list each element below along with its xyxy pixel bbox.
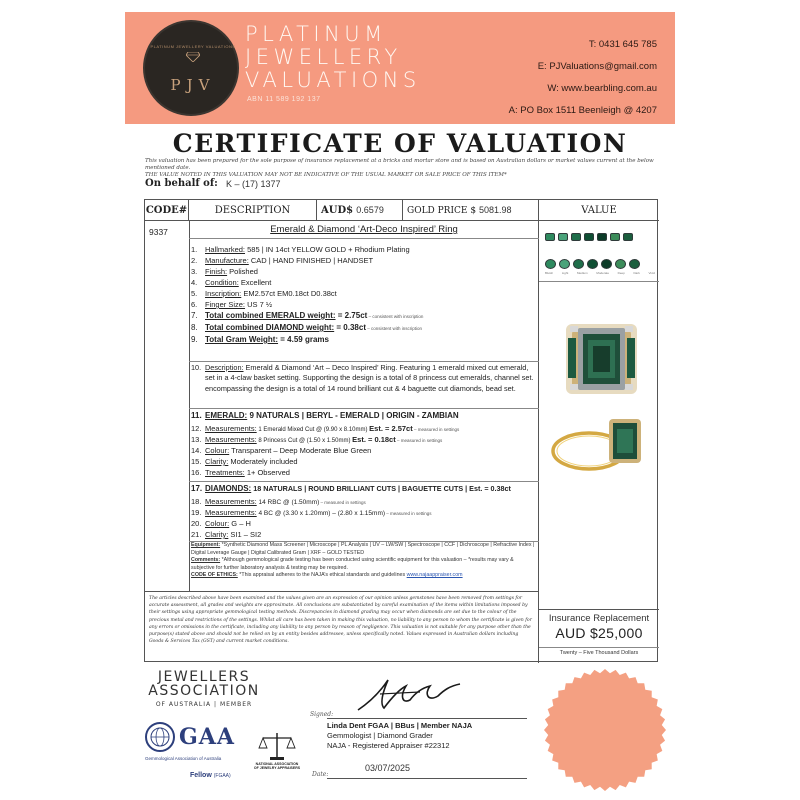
emerald-colour-swatch	[629, 259, 640, 269]
insurance-value: AUD $25,000	[555, 625, 643, 641]
gold-price-header	[403, 200, 539, 221]
date-line	[327, 778, 527, 779]
phone-number[interactable]: T: 0431 645 785	[588, 39, 657, 50]
behalf-label: On behalf of:	[145, 178, 218, 189]
gold-label: GOLD PRICE $	[407, 206, 477, 216]
emerald-text	[205, 467, 537, 479]
row-number: 7.	[191, 311, 198, 320]
item-title: Emerald & Diamond ‘Art-Deco Inspired’ Ring	[189, 221, 539, 239]
detail-text	[205, 255, 537, 266]
signed-label: Signed:	[310, 711, 334, 718]
insurance-replacement-box	[539, 609, 659, 663]
detail-value: Polished	[227, 267, 258, 276]
contact-details	[509, 34, 657, 122]
comments-text: *Although gemmological grade testing has been conducted using scientific equipment for this valuation – *results may vary & subjective for further laboratory analysis & testing may be required.	[191, 557, 514, 571]
row-number: 10.	[191, 363, 202, 372]
ja-line-1: JEWELLERS	[157, 669, 251, 685]
divider	[539, 281, 659, 282]
row-number: 13.	[191, 435, 202, 444]
equipment-block	[191, 542, 537, 580]
comments-line	[191, 557, 537, 572]
diamond-label: Measurements:	[205, 497, 257, 506]
behalf-value: K – (17) 1377	[226, 179, 281, 189]
detail-label: Manufacture:	[205, 256, 249, 265]
globe-icon	[147, 724, 173, 750]
emerald-colour-swatch	[559, 259, 570, 269]
row-number: 3.	[191, 267, 198, 276]
diamond-text	[205, 529, 537, 541]
weight-text	[205, 310, 537, 322]
brand-line-3: VALUATIONS	[245, 68, 421, 92]
gaa-logo	[145, 722, 245, 772]
emerald-value: Transparent – Deep Moderate Blue Green	[229, 446, 372, 455]
aud-header	[317, 200, 403, 221]
signer-details	[327, 721, 472, 751]
weight-label: Total combined DIAMOND weight:	[205, 323, 335, 332]
detail-value: Excellent	[238, 278, 272, 287]
description-label: Description:	[205, 363, 244, 372]
emerald-colour-swatch	[573, 259, 584, 269]
emerald-value: Moderately included	[228, 457, 298, 466]
row-number: 19.	[191, 508, 202, 517]
weight-label: Total combined EMERALD weight:	[205, 311, 336, 320]
certificate-seal	[543, 668, 667, 792]
detail-label: Finger Size:	[205, 300, 246, 309]
weight-text	[205, 334, 537, 346]
divider	[189, 481, 539, 482]
value-header: VALUE	[539, 200, 659, 221]
brand-name	[245, 23, 421, 92]
intro-line-1: This valuation has been prepared for the sole purpose of insurance replacement at a bricks and mortar store and is based on Australian dollars or market values current at the below mentioned date.	[145, 158, 654, 171]
emerald-estimate: Est. = 0.18ct	[352, 435, 396, 444]
naja-logo	[253, 730, 301, 776]
ethics-text: *This appraisal adheres to the NAJA’s ethical standards and guidelines	[237, 572, 407, 578]
item-code: 9337	[149, 227, 168, 237]
colour-chart-label: Bluish	[545, 271, 554, 275]
emerald-label: Colour:	[205, 446, 230, 455]
detail-label: Inscription:	[205, 289, 242, 298]
row-number: 9.	[191, 335, 198, 344]
website-link[interactable]: W: www.bearbling.com.au	[547, 83, 657, 94]
gold-value: 5081.98	[478, 205, 512, 215]
row-number: 15.	[191, 457, 202, 466]
naja-link[interactable]: www.najaappraiser.com	[406, 572, 463, 578]
detail-text	[205, 288, 537, 299]
emerald-label: Clarity:	[205, 457, 229, 466]
weight-value: = 2.75ct	[335, 311, 368, 320]
diamond-heading-value: 18 NATURALS | ROUND BRILLIANT CUTS | BAGUETTE CUTS | Est. = 0.38ct	[251, 484, 511, 493]
fellow-label	[190, 772, 231, 779]
diamond-heading-label: DIAMONDS:	[205, 484, 252, 493]
emerald-label: Treatments:	[205, 468, 245, 477]
insurance-label: Insurance Replacement	[548, 613, 650, 624]
colour-chart-label: Deep	[617, 271, 625, 275]
emerald-colour-swatch	[615, 259, 626, 269]
value-column	[539, 221, 659, 591]
emerald-colour-chart-row	[545, 259, 640, 269]
header-banner	[125, 12, 675, 124]
weight-note: – consistent with inscription	[367, 314, 424, 319]
email-address[interactable]: E: PJValuations@gmail.com	[537, 61, 657, 72]
column-divider	[189, 221, 190, 591]
ethics-line	[191, 572, 537, 580]
detail-label: Finish:	[205, 267, 228, 276]
date-value: 03/07/2025	[365, 763, 411, 773]
row-number: 21.	[191, 530, 202, 539]
equipment-line	[191, 542, 537, 557]
row-number: 11.	[191, 411, 202, 420]
detail-label: Hallmarked:	[205, 245, 246, 254]
row-number: 18.	[191, 497, 202, 506]
ja-line-3: OF AUSTRALIA | MEMBER	[155, 701, 253, 708]
detail-label: Condition:	[205, 278, 239, 287]
comments-label: Comments:	[191, 557, 221, 563]
signer-title: Gemmologist | Diamond Grader	[327, 731, 433, 740]
emerald-heading-text	[205, 410, 537, 421]
emerald-value: 1 Emerald Mixed Cut @ (9.90 x 8.10mm)	[256, 427, 370, 433]
valuation-table	[144, 199, 658, 662]
gaa-subtitle: Gemmological Association of Australia	[145, 756, 222, 761]
disclaimer-text: The articles described above have been examined and the values given are an expression of our opinion unless gemstones have been removed from settings for accurate assessment, all grades and weights are approximate. All conclusions are substantiated by careful examination of the items within limitations imposed by their settings using appropriate gemmological testing methods. Discrepancies in diamond grading may occur when diamonds are set due to the colour of the precious metal and restrictions of the settings. Whilst all care has been taken in making this valuation, no liability to any person to whom the certificate is given for any errors or omissions in the certificate, including any liability to any person by reason of negligence. This valuation is not suitable for any purpose other than the purpose(s) stated above and should not be relied on by an entity besides addressee, unless specifically noted. Values expressed in Australian dollars including Goods & Services Tax (GST) and current market conditions.	[145, 591, 539, 663]
colour-chart-label: Dark	[633, 271, 640, 275]
emerald-note: – measured in settings	[412, 427, 460, 432]
signer-name: Linda Dent FGAA | BBus | Member NAJA	[327, 721, 473, 730]
pjv-logo	[143, 20, 239, 116]
row-number: 4.	[191, 278, 198, 287]
emerald-heading-value: 9 NATURALS | BERYL - EMERALD | ORIGIN - ZAMBIAN	[247, 411, 459, 420]
diamond-icon	[186, 52, 200, 62]
emerald-heading-label: EMERALD:	[205, 411, 248, 420]
diamond-value: 14 RBC @ (1.50mm)	[256, 499, 320, 506]
emerald-estimate: Est. = 2.57ct	[369, 424, 413, 433]
emerald-colour-swatch	[545, 259, 556, 269]
colour-chart-label: Light	[561, 271, 569, 275]
emerald-note: – measured in settings	[395, 438, 443, 443]
emerald-colour-chart-row	[545, 233, 633, 241]
row-number: 20.	[191, 519, 202, 528]
diamond-value: SI1 – SI2	[228, 530, 262, 539]
row-number: 6.	[191, 300, 198, 309]
detail-text	[205, 266, 537, 277]
weight-label: Total Gram Weight:	[205, 335, 279, 344]
description-text: Emerald & Diamond ‘Art – Deco Inspired’ Ring. Featuring 1 emerald mixed cut emerald, set in a 4-claw basket setting. Supporting the design is a total of 8 princess cut emeralds, channel set. encompassing the design is a total of 14 round brilliant cut & 4 baguette cut diamonds, bead set.	[205, 363, 534, 393]
row-number: 5.	[191, 289, 198, 298]
ring-side-view-image	[549, 401, 649, 481]
emerald-colour-swatch	[601, 259, 612, 269]
description-header: DESCRIPTION	[189, 200, 317, 221]
diamond-value: 4 BC @ (3.30 x 1.20mm) – (2.80 x 1.15mm)	[256, 510, 386, 517]
emerald-colour-swatch	[610, 233, 620, 241]
signer-registration: NAJA - Registered Appraiser #22312	[327, 741, 450, 750]
logo-letters: PJV	[170, 76, 216, 94]
jewellers-association-logo	[148, 670, 260, 708]
equipment-text: *Synthetic Diamond Mass Screener | Microscope | PL Analysis | UV – LW/SW | Spectroscope | CCF | Dichroscope | Refractive Index | Digital Leverage Gauge | Digital Calibrated Gram | XRF – GOLD TESTED	[191, 542, 535, 556]
detail-value: CAD | HAND FINISHED | HANDSET	[248, 256, 374, 265]
handwritten-signature	[350, 672, 470, 716]
date-label: Date:	[312, 771, 329, 778]
colour-chart-label: Vivid	[648, 271, 655, 275]
code-header: CODE#	[145, 200, 189, 221]
intro-line-2: THE VALUE NOTED IN THIS VALUATION MAY NOT BE INDICATIVE OF THE USUAL MARKET OR SALE PRICE OF THIS ITEM*	[145, 172, 507, 178]
gaa-emblem-icon	[145, 722, 175, 752]
emerald-label: Measurements:	[205, 435, 257, 444]
emerald-colour-swatch	[545, 233, 555, 241]
colour-chart-label: Medium	[577, 271, 588, 275]
divider	[189, 361, 539, 362]
detail-text	[205, 299, 537, 310]
colour-chart-label: Moderate	[596, 271, 610, 275]
emerald-value: 8 Princess Cut @ (1.50 x 1.50mm)	[256, 438, 353, 444]
emerald-colour-swatch	[584, 233, 594, 241]
diamond-label: Clarity:	[205, 530, 229, 539]
naja-label: NATIONAL ASSOCIATION OF JEWELRY APPRAISERS	[253, 762, 301, 770]
brand-line-2: JEWELLERY	[245, 45, 402, 69]
ethics-label: CODE OF ETHICS:	[191, 572, 238, 578]
postal-address: A: PO Box 1511 Beenleigh @ 4207	[508, 105, 657, 116]
diamond-label: Colour:	[205, 519, 230, 528]
gaa-text: GAA	[179, 724, 235, 750]
ring-top-view-image	[564, 316, 639, 401]
row-number: 12.	[191, 424, 202, 433]
diamond-label: Measurements:	[205, 508, 257, 517]
ja-line-2: ASSOCIATION	[148, 683, 260, 699]
scales-of-justice-icon	[253, 730, 301, 762]
logo-ring-text: PLATINUM JEWELLERY VALUATIONS	[150, 44, 236, 49]
certificate-title: CERTIFICATE OF VALUATION	[172, 129, 628, 158]
weight-text	[205, 322, 537, 334]
row-number: 2.	[191, 256, 198, 265]
abn-number: ABN 11 589 192 137	[247, 96, 321, 103]
row-number: 14.	[191, 446, 202, 455]
weight-value: = 0.38ct	[334, 323, 366, 332]
weight-value: = 4.59 grams	[278, 335, 329, 344]
colour-chart-labels	[545, 271, 655, 275]
weight-note: – consistent with inscription	[366, 326, 423, 331]
emerald-colour-swatch	[623, 233, 633, 241]
row-number: 8.	[191, 323, 198, 332]
aud-label: AUD$	[321, 205, 354, 216]
intro-text	[145, 158, 665, 179]
emerald-colour-swatch	[571, 233, 581, 241]
emerald-label: Measurements:	[205, 424, 257, 433]
row-number: 1.	[191, 245, 198, 254]
brand-line-1: PLATINUM	[245, 22, 387, 46]
aud-value: 0.6579	[356, 205, 384, 215]
fellow-sub: (FGAA)	[213, 773, 231, 779]
emerald-colour-swatch	[597, 233, 607, 241]
detail-text	[205, 277, 537, 288]
signature-line	[327, 718, 527, 719]
emerald-colour-swatch	[587, 259, 598, 269]
detail-text	[205, 244, 537, 255]
equipment-label: Equipment:	[191, 542, 221, 548]
diamond-heading-text	[205, 483, 537, 494]
diamond-note: – measured in settings	[319, 500, 366, 505]
insurance-value-words: Twenty – Five Thousand Dollars	[539, 647, 659, 656]
row-number: 17.	[191, 484, 203, 493]
emerald-colour-swatch	[558, 233, 568, 241]
divider	[189, 408, 539, 409]
detail-value: 585 | IN 14ct YELLOW GOLD + Rhodium Plating	[245, 245, 410, 254]
diamond-note: – measured in settings	[385, 511, 432, 516]
row-number: 16.	[191, 468, 202, 477]
fellow-text: Fellow	[190, 772, 212, 779]
detail-value: US 7 ½	[245, 300, 273, 309]
emerald-value: 1+ Observed	[244, 468, 290, 477]
detail-value: EM2.57ct EM0.18ct D0.38ct	[241, 289, 337, 298]
diamond-value: G – H	[229, 519, 251, 528]
